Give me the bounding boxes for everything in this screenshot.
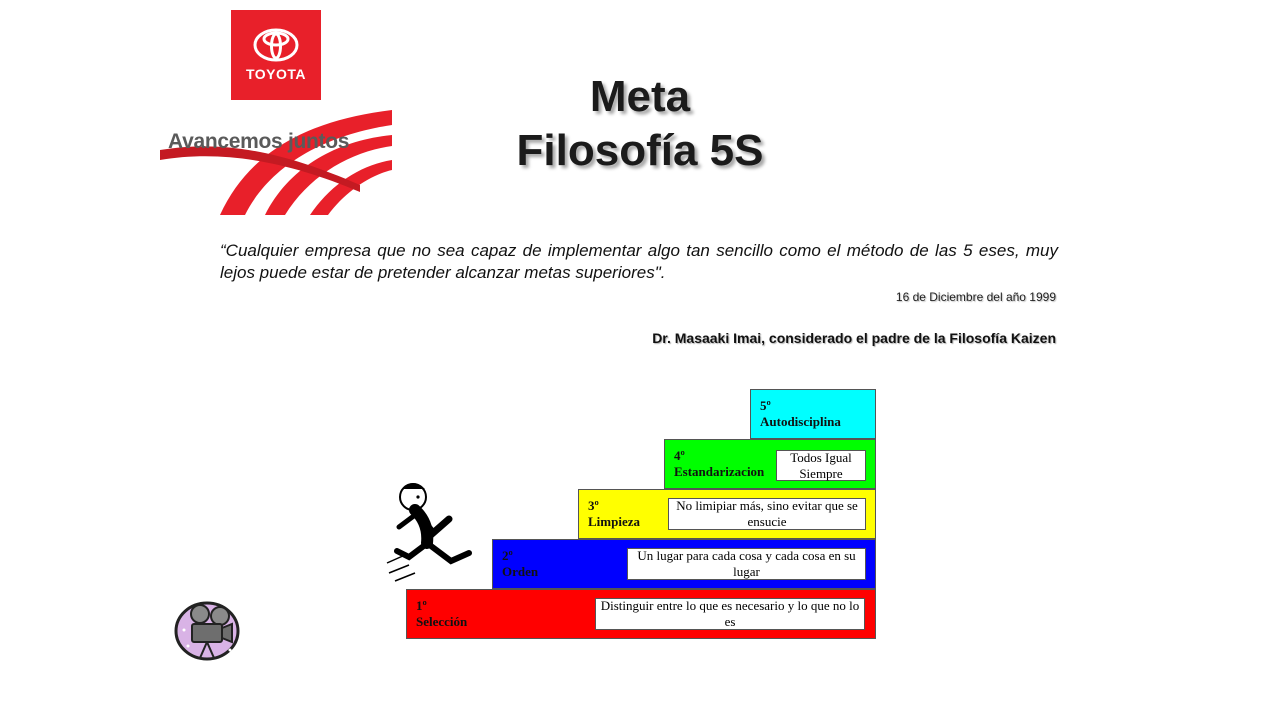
step-5-label: 5º Autodisciplina	[760, 398, 841, 429]
logo-brand-text: TOYOTA	[245, 66, 307, 82]
step-4-label: 4º Estandarizacion	[674, 448, 765, 479]
quote-text: “Cualquier empresa que no sea capaz de implementar algo tan sencillo como el método de las 5 eses, muy lejos puede estar de pretender alcanzar metas superiores".	[220, 241, 1058, 282]
toyota-emblem-icon	[253, 28, 299, 62]
toyota-badge	[231, 10, 321, 100]
step-1-label: 1º Selección	[416, 598, 468, 629]
step-2-description: Un lugar para cada cosa y cada cosa en su lugar	[627, 548, 866, 580]
step-3-description: No limipiar más, sino evitar que se ensucie	[668, 498, 866, 530]
quote-author: Dr. Masaaki Imai, considerado el padre de la Filosofía Kaizen	[652, 330, 1056, 346]
toyota-logo	[160, 0, 392, 215]
running-man-icon	[385, 475, 475, 585]
quote-date: 16 de Diciembre del año 1999	[895, 290, 1056, 304]
movie-camera-icon[interactable]	[174, 600, 240, 662]
step-2-label: 2º Orden	[502, 548, 539, 579]
title-line-1: Meta	[589, 72, 691, 121]
logo-tagline: Avancemos juntos	[168, 130, 350, 153]
step-5	[750, 389, 876, 439]
step-3-label: 3º Limpieza	[588, 498, 640, 529]
step-4-description: Todos Igual Siempre	[776, 450, 866, 481]
step-1-description: Distinguir entre lo que es necesario y lo que no lo es	[595, 598, 865, 630]
title-line-2: Filosofía 5S	[516, 126, 764, 175]
slide-title	[440, 70, 840, 178]
